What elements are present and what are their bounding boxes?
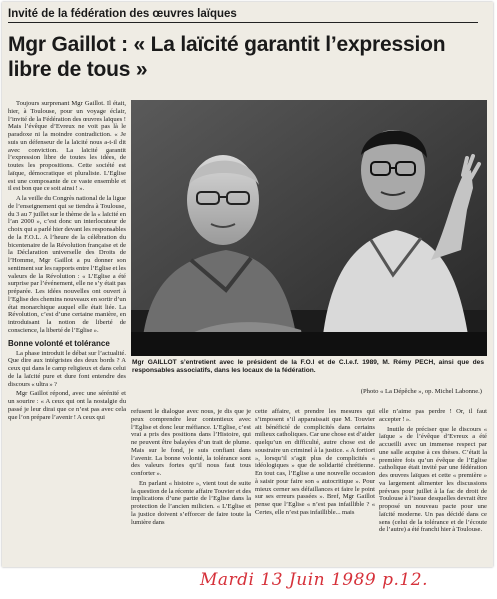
photo-illustration — [131, 100, 487, 356]
section-subheading: Bonne volonté et tolérance — [8, 338, 110, 348]
article-kicker: Invité de la fédération des œuvres laïques — [8, 8, 478, 23]
paragraph: elle n’aime pas perdre ! Or, il faut accepter ! ». — [379, 408, 487, 423]
paragraph: En parlant « histoire », vient tout de suite la question de la récente affaire Touvier et des implications d’une partie de l’Eglise dans la protection de l’ancien milicien. « L’Eglise et la justice doivent s’efforcer de faire toute la lumière dans — [131, 479, 251, 526]
handwritten-date-note: Mardi 13 Juin 1989 p.12. — [200, 570, 428, 590]
paragraph: Toujours surprenant Mgr Gaillot. Il était, hier, à Toulouse, pour un voyage éclair, l’invité de la Fédération des œuvres laïques ! Mais l’évêque d’Evreux ne voit pas là le paradoxe ni la moindre contradiction. « Je suis un défenseur de la laïcité nous a-t-il dit avec conviction. La laïcité garantit l’expression libre de toutes les idées, de toutes les propositions. Cette société est laïque, démocratique et pluraliste. L’Eglise est une composante de ce vaste ensemble et il est bon que ce soit ainsi ! ». — [8, 100, 126, 193]
article-column-1 — [8, 100, 126, 421]
paragraph: La phase introduit le débat sur l’actualité. Que dire aux intégristes des deux bords ? A ceux qui dans le camp religieux et dans celui de la laïcité pure et dure font entendre des discours « ultra » ? — [8, 349, 126, 388]
paragraph: A la veille du Congrès national de la ligue de l’enseignement qui se tiendra à Toulouse, du 3 au 7 juillet sur le thème de la « laïcité en l’an 2000 », c’est donc un interlocuteur de choix qui a parlé hier devant les responsables de la F.O.L. A l’heure de la célébration du bicentenaire de la Révolution française et de la Déclaration universelle des Droits de l’Homme, Mgr Gaillot a pu donner son sentiment sur les rapports entre l’Eglise et les valeurs de la Révolution : « L’Eglise a été surprise par l’événement, elle ne s’y était pas préparée. Les idées nouvelles ont ouvert à l’Eglise des chemins nouveaux en sortir d’un état monarchique auquel elle était liée. La Révolution, c’est d’une certaine manière, en introduisant la notion de liberté de conscience, la liberté de l’Eglise ». — [8, 195, 126, 334]
paragraph: cette affaire, et prendre les mesures qui s’imposent s’il apparaissait que M. Touvier ait bénéficié de complicités dans certains milieux catholiques. Car une chose est d’aider quelqu’un en difficulté, autre chose est de soustraire un criminel à la justice. « A fortiori », lorsqu’il s’agit plus de complicités « idéologiques » que de solidarité chrétienne. En tout cas, l’Eglise a une nouvelle occasion à saisir pour faire son « autocritique ». Pour mieux cerner ses défaillances et faire le point sur ses erreurs passées ». Bref, Mgr Gaillot pense que l’Eglise « n’est pas infaillible ? « Certes, elle n’est pas infaillible... mais — [255, 408, 375, 516]
newspaper-clipping — [2, 2, 493, 567]
paragraph: Mgr Gaillot répond, avec une sérénité et un sourire : « A ceux qui ont la nostalgie du passé je leur dirai que ce n’est pas avec cela que l’on prépare l’avenir ! A ceux qui — [8, 390, 126, 421]
photo-caption: Mgr GAILLOT s’entretient avec le président de la F.O.l et de C.l.e.f. 1989, M. Rémy PECH, ainsi que des responsables associatifs, dans les locaux de la fédération. — [132, 359, 484, 374]
paragraph: refusent le dialogue avec nous, je dis que je peux comprendre leur contentieux avec l’Eglise et donc leur méfiance. L’Eglise, c’est vrai a pris des positions dans l’Histoire, qui ne peuvent être balayées d’un trait de plume. Mais sur le fond, je suis confiant dans l’avenir. La bonne volonté, la tolérance sont des valeurs fortes qu’il nous faut tous conforter ». — [131, 408, 251, 477]
news-photo — [131, 100, 487, 356]
article-column-3 — [255, 408, 375, 517]
article-column-4 — [379, 408, 487, 534]
article-headline: Mgr Gaillot : « La laïcité garantit l’expression libre de tous » — [8, 33, 446, 81]
paragraph: Inutile de préciser que le discours « laïque » de l’évêque d’Evreux a été accueilli avec un immense respect par une salle acquise à ces thèses. C’était la première fois qu’un évêque de l’Eglise catholique était invité par une fédération des œuvres laïques et cette « première » va largement alimenter les discussions prévues pour juillet à la fac de droit de Toulouse à l’issue desquelles devrait être proposé un nouveau pacte pour une laïcité moderne. Un pas décidé dans ce sens (celui de la tolérance et de l’écoute de l’autre) a été franchi hier à Toulouse. — [379, 425, 487, 534]
photo-credit: (Photo « La Dépêche », op. Michel Labonne.) — [360, 388, 482, 395]
article-column-2 — [131, 408, 251, 526]
